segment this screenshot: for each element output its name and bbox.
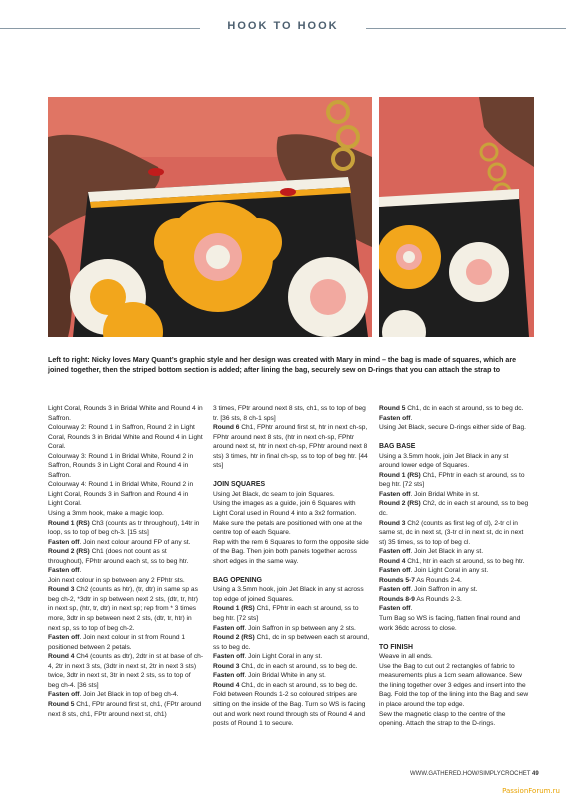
pattern-line bbox=[213, 671, 370, 681]
instruction-label: Round 1 (RS) bbox=[379, 471, 421, 479]
instruction-text: Light Coral, Rounds 3 in Bridal White and Round 4 in Saffron. bbox=[48, 405, 203, 422]
instruction-label: Round 4 bbox=[213, 681, 240, 689]
pattern-line bbox=[213, 499, 370, 537]
pattern-line bbox=[213, 538, 370, 567]
instruction-label: Round 3 bbox=[213, 662, 240, 670]
instruction-text: . bbox=[410, 605, 413, 613]
instruction-text: . Join Saffron in sp between any 2 sts. bbox=[244, 624, 356, 632]
instruction-text: Ch1, htr in each st around, ss to beg htr. bbox=[405, 557, 525, 565]
instruction-text: . Join Light Coral in any st. bbox=[410, 567, 489, 575]
pattern-line bbox=[213, 652, 370, 662]
paragraph-gap bbox=[213, 566, 370, 576]
instruction-text: As Rounds 2-4. bbox=[414, 576, 462, 584]
instruction-label: Round 2 (RS) bbox=[379, 500, 421, 508]
instruction-text: 3 times, FPtr around next 8 sts, ch1, ss to top of beg tr. [36 sts, 8 ch-1 sps] bbox=[213, 405, 366, 422]
instruction-text: Using the images as a guide, join 6 Squares with Light Coral used in Round 4 into a 3x2 formation. Make sure the petals are positioned with one at the centre top of each Square. bbox=[213, 500, 363, 537]
bag-photo-illustration bbox=[48, 97, 372, 337]
pattern-line bbox=[213, 662, 370, 672]
pattern-line bbox=[379, 452, 529, 471]
section-heading: BAG OPENING bbox=[213, 576, 263, 584]
pattern-line bbox=[379, 595, 529, 605]
pattern-line bbox=[213, 633, 370, 652]
instruction-label: Round 5 bbox=[48, 700, 75, 708]
pattern-line bbox=[48, 547, 203, 566]
instruction-label: Fasten off bbox=[48, 691, 80, 699]
pattern-line bbox=[379, 471, 529, 490]
instruction-text: . Join Bridal White in st. bbox=[410, 490, 480, 498]
main-photo bbox=[48, 97, 372, 337]
paragraph-gap bbox=[379, 433, 529, 443]
instruction-label: Fasten off bbox=[213, 653, 245, 661]
pattern-line bbox=[379, 519, 529, 548]
instruction-text: Ch1, dc in each st around, ss to beg dc. bbox=[239, 681, 358, 689]
instruction-label: Fasten off bbox=[379, 414, 411, 422]
pattern-column-2 bbox=[213, 404, 370, 729]
pattern-column-3 bbox=[379, 404, 529, 729]
pattern-line bbox=[213, 423, 370, 471]
instruction-text: . Join next colour in st from Round 1 positioned between 2 petals. bbox=[48, 634, 186, 651]
instruction-text: Rep with the rem 6 Squares to form the opposite side of the Bag. Then join both panels together across short edges in the same way. bbox=[213, 538, 369, 565]
instruction-text: . bbox=[410, 414, 413, 422]
pattern-line bbox=[48, 576, 203, 586]
instruction-label: Round 1 (RS) bbox=[48, 519, 90, 527]
instruction-label: Rounds 5-7 bbox=[379, 576, 415, 584]
instruction-text: Colourway 4: Round 1 in Bridal White, Round 2 in Light Coral, Rounds 3 in Saffron and Round 4 in Light Coral. bbox=[48, 481, 194, 508]
pattern-line bbox=[48, 509, 203, 519]
pattern-line bbox=[48, 423, 203, 452]
instruction-text: Ch1, dc in each st around, ss to beg dc. bbox=[405, 405, 524, 412]
pattern-line bbox=[213, 404, 370, 423]
pattern-line bbox=[48, 633, 203, 652]
instruction-label: Fasten off bbox=[213, 672, 245, 680]
instruction-text: Using Jet Black, secure D-rings either side of Bag. bbox=[379, 424, 526, 432]
pattern-line bbox=[379, 614, 529, 633]
instruction-text: . Join Bridal White in any st. bbox=[244, 672, 326, 680]
instruction-label: Fasten off bbox=[379, 548, 411, 556]
pattern-line bbox=[213, 490, 370, 500]
bag-side-illustration bbox=[379, 97, 534, 337]
photo-caption: Left to right: Nicky loves Mary Quant’s graphic style and her design was created with Mary in mind – the bag is made of squares, which are joined together, then the striped bottom section is added; after lining the bag, securely sew on D-rings that you can attach the strap to bbox=[48, 356, 517, 374]
pattern-line bbox=[379, 547, 529, 557]
pattern-line bbox=[48, 652, 203, 690]
pattern-line bbox=[379, 499, 529, 518]
instruction-text: Ch1, FPhtr in each st around, ss to beg htr. [72 sts] bbox=[379, 471, 525, 489]
instruction-text: Using Jet Black, dc seam to join Squares. bbox=[213, 490, 335, 498]
paragraph-gap bbox=[213, 471, 370, 481]
pattern-line bbox=[379, 576, 529, 586]
pattern-line bbox=[379, 604, 529, 614]
side-photo bbox=[379, 97, 534, 337]
pattern-line bbox=[48, 519, 203, 538]
section-title: HOOK TO HOOK bbox=[227, 20, 339, 32]
instruction-text: Use the Bag to cut out 2 rectangles of fabric to measurements plus a 1cm seam allowance. Sew the lining together over 3 edges and insert into the Bag. Fold the top of the lining into the Bag and sew in place around the top edge. bbox=[379, 662, 529, 708]
instruction-text: Join next colour in sp between any 2 FPhtr sts. bbox=[48, 576, 185, 584]
instruction-text: Ch3 (counts as tr throughout), 14tr in loop, ss to top of beg ch-3. [15 sts] bbox=[48, 519, 200, 537]
instruction-label: Round 2 (RS) bbox=[213, 634, 255, 642]
instruction-text: Ch1, dc in each st around, ss to beg dc. bbox=[239, 662, 358, 670]
pattern-line bbox=[48, 452, 203, 481]
watermark: PassionForum.ru bbox=[502, 787, 560, 795]
instruction-label: Fasten off bbox=[48, 538, 80, 546]
instruction-text: Turn Bag so WS is facing, flatten final round and work 36dc across to close. bbox=[379, 615, 521, 632]
header-rule-right bbox=[366, 28, 566, 29]
pattern-line bbox=[379, 710, 529, 729]
pattern-line bbox=[379, 662, 529, 710]
instruction-text: Ch1, FPhtr around first st, htr in next ch-sp, FPhtr around next 8 sts, (htr in next ch-sp, FPhtr around next st, htr in next ch-sp, FPhtr around next 8 sts) 3 times, htr in final ch-sp, ss to top of beg htr. [44 sts] bbox=[213, 424, 368, 470]
page-header bbox=[0, 18, 566, 38]
instruction-text: Ch4 (counts as dtr), 2dtr in st at base of ch-4, 2tr in next 3 sts, (3dtr in next st, 2tr in next 3 sts) twice, 3dtr in next st, 3tr in next 2 sts, ss to top of beg ch-4. [36 sts] bbox=[48, 653, 204, 689]
pattern-column-1 bbox=[48, 404, 203, 719]
pattern-line bbox=[213, 585, 370, 604]
pattern-line bbox=[379, 490, 529, 500]
section-heading: JOIN SQUARES bbox=[213, 481, 266, 489]
pattern-line bbox=[379, 557, 529, 567]
instruction-label: Round 1 (RS) bbox=[213, 605, 255, 613]
instruction-text: . Join Jet Black in any st. bbox=[410, 548, 484, 556]
instruction-label: Fasten off bbox=[48, 634, 80, 642]
instruction-label: Round 4 bbox=[48, 653, 75, 661]
instruction-text: . bbox=[79, 567, 82, 575]
pattern-line bbox=[379, 423, 529, 433]
page-number: 49 bbox=[532, 771, 539, 777]
pattern-line bbox=[213, 604, 370, 623]
instruction-text: . Join next colour around FP of any st. bbox=[79, 538, 191, 546]
instruction-text: Using a 3.5mm hook, join Jet Black in any st around lower edge of Squares. bbox=[379, 452, 509, 470]
instruction-label: Round 3 bbox=[379, 519, 406, 527]
pattern-line bbox=[48, 404, 203, 423]
instruction-text: . Join Light Coral in any st. bbox=[244, 653, 323, 661]
page-footer bbox=[410, 771, 539, 777]
section-heading: TO FINISH bbox=[379, 643, 413, 651]
pattern-line bbox=[379, 585, 529, 595]
pattern-line bbox=[379, 404, 529, 414]
pattern-line bbox=[48, 585, 203, 633]
instruction-text: As Rounds 2-3. bbox=[414, 595, 462, 603]
pattern-line bbox=[213, 624, 370, 634]
instruction-text: Ch2 (counts as first leg of cl), 2-tr cl in same st, dc in next st, (3-tr cl in next st, dc in next st) 35 times, ss to top of beg cl. bbox=[379, 519, 524, 546]
pattern-line bbox=[48, 690, 203, 700]
instruction-text: . Join Saffron in any st. bbox=[410, 586, 478, 594]
section-heading: BAG BASE bbox=[379, 443, 416, 451]
pattern-line bbox=[48, 480, 203, 509]
pattern-line bbox=[48, 700, 203, 719]
instruction-text: . Join Jet Black in top of beg ch-4. bbox=[79, 691, 179, 699]
instruction-text: Weave in all ends. bbox=[379, 653, 433, 661]
instruction-label: Round 2 (RS) bbox=[48, 548, 90, 556]
instruction-text: Using a 3.5mm hook, join Jet Black in any st across top edge of joined Squares. bbox=[213, 586, 364, 603]
instruction-label: Fasten off bbox=[213, 624, 245, 632]
instruction-text: Using a 3mm hook, make a magic loop. bbox=[48, 510, 164, 518]
instruction-text: Fold between Rounds 1-2 so coloured stripes are sitting on the inside of the Bag. Turn so WS is facing out and work next round through sts of Round 4 and posts of Round 1 to secure. bbox=[213, 691, 366, 728]
pattern-line bbox=[213, 681, 370, 691]
instruction-label: Round 3 bbox=[48, 586, 75, 594]
instruction-label: Rounds 8-9 bbox=[379, 595, 415, 603]
instruction-text: Colourway 3: Round 1 in Bridal White, Round 2 in Saffron, Rounds 3 in Light Coral and Round 4 in Saffron. bbox=[48, 452, 194, 479]
pattern-line bbox=[379, 566, 529, 576]
instruction-text: Ch1, FPhtr in each st around, ss to beg htr. [72 sts] bbox=[213, 605, 359, 623]
instruction-text: Colourway 2: Round 1 in Saffron, Round 2 in Light Coral, Rounds 3 in Bridal White and Round 4 in Light Coral. bbox=[48, 424, 203, 451]
pattern-line bbox=[379, 652, 529, 662]
paragraph-gap bbox=[379, 633, 529, 643]
pattern-line bbox=[48, 538, 203, 548]
instruction-label: Fasten off bbox=[379, 567, 411, 575]
pattern-line bbox=[213, 690, 370, 728]
instruction-text: Ch2 (counts as htr), (tr, dtr) in same sp as beg ch-2, *3dtr in sp between next 2 sts, (dtr, tr, htr) in next sp, (htr, tr, dtr) in next sp; rep from * 3 times more, 3dtr in sp between next 2 sts, (dtr, tr, htr) in next sp, ss to top of beg ch-2. bbox=[48, 586, 198, 632]
instruction-label: Round 4 bbox=[379, 557, 406, 565]
instruction-label: Fasten off bbox=[379, 586, 411, 594]
instruction-label: Fasten off bbox=[379, 605, 411, 613]
instruction-label: Fasten off bbox=[48, 567, 80, 575]
instruction-text: Sew the magnetic clasp to the centre of the opening. Attach the strap to the D-rings. bbox=[379, 710, 506, 728]
pattern-line bbox=[48, 566, 203, 576]
instruction-label: Round 5 bbox=[379, 405, 406, 412]
footer-url: WWW.GATHERED.HOW/SIMPLYCROCHET bbox=[410, 771, 531, 777]
pattern-line bbox=[379, 414, 529, 424]
instruction-text: Ch1, FPtr around first st, ch1, (FPtr around next 8 sts, ch1, FPtr around next st, ch1) bbox=[48, 700, 202, 718]
instruction-label: Fasten off bbox=[379, 490, 411, 498]
instruction-text: Ch2, dc in each st around, ss to beg dc. bbox=[379, 500, 529, 518]
instruction-text: Ch1, dc in sp between each st around, ss to beg dc. bbox=[213, 634, 370, 651]
instruction-text: Ch1 (does not count as st throughout), FPhtr around each st, ss to beg htr. bbox=[48, 548, 189, 565]
instruction-label: Round 6 bbox=[213, 424, 240, 432]
